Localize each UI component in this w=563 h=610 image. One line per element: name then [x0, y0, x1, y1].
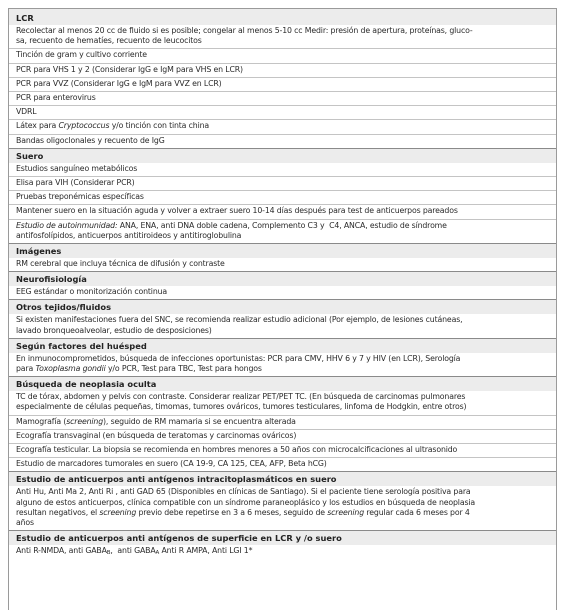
row-text: Pruebas treponémicas específicas: [16, 192, 144, 202]
row-text: TC de tórax, abdomen y pelvis con contraste. Considerar realizar PET/PET TC. (En búsqueda de carcinomas pulmonares especialmente de células pequeñas, timomas, tumores ováricos, tumores testiculares, linfoma de Hodgkin, entre otros): [16, 392, 467, 412]
table-row: [9, 191, 556, 205]
table-row: [9, 416, 556, 430]
table-row: [9, 430, 556, 444]
table-row: [9, 49, 556, 63]
row-text: Ecografía transvaginal (en búsqueda de teratomas y carcinomas ováricos): [16, 430, 297, 440]
table-row: [9, 25, 556, 49]
table-row: [9, 163, 556, 177]
row-text: Recolectar al menos 20 cc de fluido si es posible; congelar al menos 5-10 cc Medir: presión de apertura, proteínas, gluco- sa, recuento de hematíes, recuento de leucocitos: [16, 26, 473, 46]
table-row: [9, 314, 556, 337]
row-text: PCR para VHS 1 y 2 (Considerar IgG e IgM para VHS en LCR): [16, 64, 243, 74]
table-row: [9, 486, 556, 530]
section: [9, 299, 556, 337]
subscript-text: B: [106, 550, 111, 557]
italic-text: screening: [327, 507, 365, 517]
table-row: [9, 106, 556, 120]
section: [9, 471, 556, 530]
row-text: y/o PCR, Test para TBC, Test para hongos: [105, 364, 262, 374]
row-text: Elisa para VIH (Considerar PCR): [16, 178, 135, 188]
table-row: [9, 545, 556, 558]
row-text: Anti R AMPA, Anti LGI 1*: [159, 546, 253, 556]
row-text: Látex para: [16, 121, 59, 131]
table-row: [9, 78, 556, 92]
row-text: Tinción de gram y cultivo corriente: [16, 50, 147, 60]
row-text: Si existen manifestaciones fuera del SNC, se recomienda realizar estudio adicional (Por ejemplo, de lesiones cutáneas, lavado bronqueoalveolar, estudio de desposiciones): [16, 315, 463, 335]
row-text: VDRL: [16, 107, 37, 117]
section-title: Imágenes: [9, 243, 556, 258]
section: [9, 148, 556, 243]
italic-text: screening: [66, 416, 104, 426]
table-row: [9, 135, 556, 148]
table-row: [9, 92, 556, 106]
row-text: Anti Hu, Anti Ma 2, Anti Ri , anti GAD 65 (Disponibles en clínicas de Santiago). Si el paciente tiene serología positiva para alguno de estos anticuerpos, clínica compatible con un síndrome paraneoplásico y los estudios en búsqueda de neoplasia resultan negativos, el: [16, 487, 476, 517]
row-text: EEG estándar o monitorización continua: [16, 287, 168, 297]
table-row: [9, 391, 556, 415]
row-text: Mantener suero en la situación aguda y volver a extraer suero 10-14 días después para test de anticuerpos pareados: [16, 206, 458, 216]
italic-text: Toxoplasma gondii: [35, 364, 106, 374]
section: [9, 338, 556, 376]
row-text: Estudio de marcadores tumorales en suero (CA 19-9, CA 125, CEA, AFP, Beta hCG): [16, 459, 327, 469]
row-text: Estudios sanguíneo metabólicos: [16, 163, 138, 173]
table-row: [9, 444, 556, 458]
section: [9, 271, 556, 299]
table-row: [9, 64, 556, 78]
table-row: [9, 258, 556, 271]
table-row: [9, 220, 556, 243]
section: [9, 530, 556, 558]
section-title: Búsqueda de neoplasia oculta: [9, 376, 556, 391]
table-row: [9, 458, 556, 471]
section-title: Otros tejidos/fluidos: [9, 299, 556, 314]
row-text: PCR para enterovirus: [16, 93, 96, 103]
table-row: [9, 177, 556, 191]
row-text: Ecografía testicular. La biopsia se recomienda en hombres menores a 50 años con microcalcificaciones al ultrasonido: [16, 445, 458, 455]
section-title: Estudio de anticuerpos anti antígenos intracitoplasmáticos en suero: [9, 471, 556, 486]
row-text: PCR para VVZ (Considerar IgG e IgM para VVZ en LCR): [16, 78, 222, 88]
row-text: regular cada 6 meses por 4 años: [16, 507, 470, 528]
section-title: Suero: [9, 148, 556, 163]
diagnostic-workup-table: [8, 8, 557, 610]
section-title: Según factores del huésped: [9, 338, 556, 353]
row-text: RM cerebral que incluya técnica de difusión y contraste: [16, 259, 225, 269]
section-title: LCR: [9, 9, 556, 25]
row-text: ), seguido de RM mamaria si se encuentra alterada: [103, 416, 296, 426]
row-text: , anti GABA: [110, 546, 156, 556]
italic-text: screening: [99, 507, 137, 517]
section: [9, 376, 556, 471]
row-text: y/o tinción con tinta china: [109, 121, 210, 131]
row-text: Mamografía (: [16, 416, 67, 426]
table-row: [9, 120, 556, 134]
section-title: Estudio de anticuerpos anti antígenos de superficie en LCR y /o suero: [9, 530, 556, 545]
subscript-text: A: [155, 550, 160, 557]
italic-text: Cryptococcus: [58, 121, 110, 131]
table-row: [9, 353, 556, 376]
section: [9, 9, 556, 148]
row-text: Bandas oligoclonales y recuento de IgG: [16, 135, 165, 145]
italic-text: Estudio de autoinmunidad:: [16, 220, 118, 230]
section: [9, 243, 556, 271]
row-text: En inmunocomprometidos, búsqueda de infecciones oportunistas: PCR para CMV, HHV 6 y 7 y HIV (en LCR), Serología para: [16, 353, 461, 374]
row-text: Anti R-NMDA, anti GABA: [16, 546, 107, 556]
table-row: [9, 286, 556, 299]
section-title: Neurofisiología: [9, 271, 556, 286]
row-text: previo debe repetirse en 3 a 6 meses, seguido de: [136, 507, 328, 517]
table-row: [9, 205, 556, 219]
row-text: ANA, ENA, anti DNA doble cadena, Complemento C3 y C4, ANCA, estudio de síndrome antifosfolípidos, anticuerpos antitiroideos y antitiroglobulina: [16, 220, 447, 240]
